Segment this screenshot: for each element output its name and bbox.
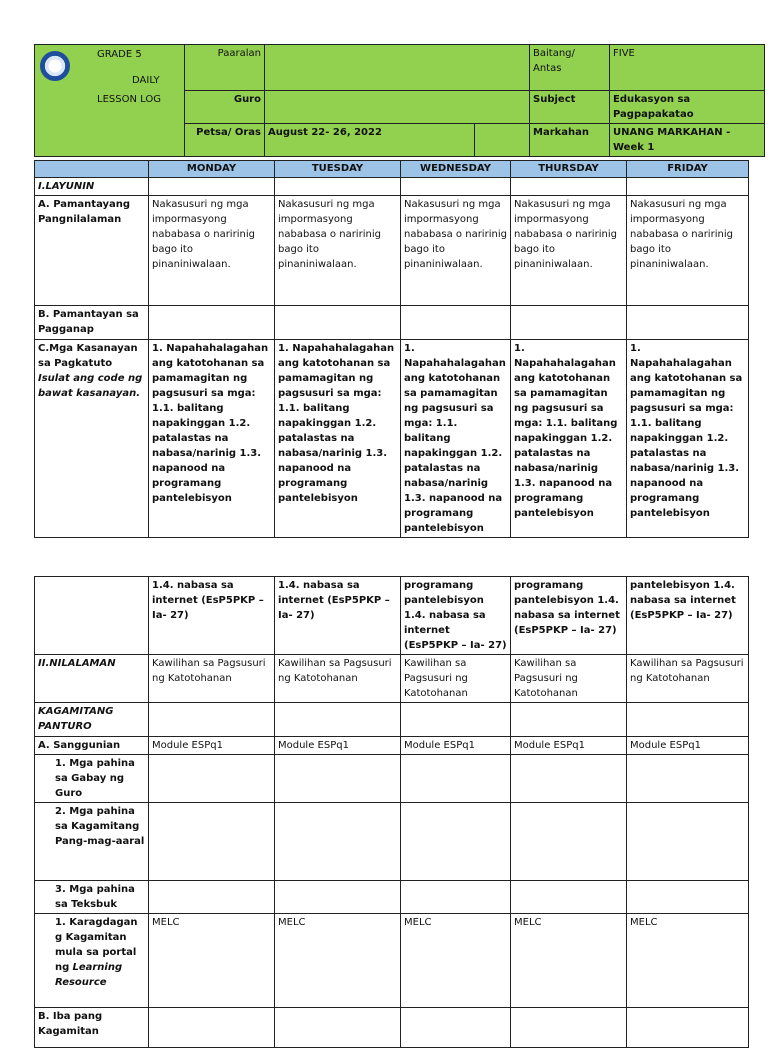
nilalaman-monday: Kawilihan sa Pagsusuri ng Katotohanan bbox=[149, 655, 275, 703]
kasanayan-note: Isulat ang code ng bawat kasanayan. bbox=[38, 373, 143, 399]
empty-cell bbox=[401, 755, 511, 803]
layunin-label: I.LAYUNIN bbox=[35, 178, 149, 196]
iba-pang-kagamitan-label: B. Iba pang Kagamitan bbox=[35, 1008, 149, 1048]
pamantayang-label: A. Pamantayang Pangnilalaman bbox=[35, 196, 149, 306]
empty-cell bbox=[149, 1008, 275, 1048]
empty-cell bbox=[511, 703, 627, 737]
baitang-value: FIVE bbox=[610, 45, 765, 91]
empty-cell bbox=[627, 306, 749, 340]
day-header-monday: MONDAY bbox=[149, 161, 275, 178]
grade-label: GRADE 5 bbox=[97, 49, 142, 60]
empty-cell bbox=[627, 1008, 749, 1048]
karagdagan-wednesday: MELC bbox=[401, 914, 511, 1008]
kasanayan-monday: 1. Napahahalagahan ang katotohanan sa pamamagitan ng pagsusuri sa mga: 1.1. balitang napakinggan 1.2. patalastas na nabasa/narinig 1.3. napanood na programang pantelebisyon bbox=[149, 340, 275, 538]
cont-friday: pantelebisyon 1.4. nabasa sa internet (EsP5PKP – Ia- 27) bbox=[627, 577, 749, 655]
karagdagan-monday: MELC bbox=[149, 914, 275, 1008]
kasanayan-label: C.Mga Kasanayan sa Pagkatuto bbox=[38, 343, 138, 369]
cont-monday: 1.4. nabasa sa internet (EsP5PKP – Ia- 27) bbox=[149, 577, 275, 655]
subject-label: Subject bbox=[530, 91, 610, 124]
empty-cell bbox=[401, 703, 511, 737]
empty-cell bbox=[511, 803, 627, 881]
sanggunian-monday: Module ESPq1 bbox=[149, 737, 275, 755]
sanggunian-thursday: Module ESPq1 bbox=[511, 737, 627, 755]
markahan-value: UNANG MARKAHAN - Week 1 bbox=[610, 124, 765, 157]
nilalaman-thursday: Kawilihan sa Pagsusuri ng Katotohanan bbox=[511, 655, 627, 703]
pamantayang-monday: Nakasusuri ng mga impormasyong nababasa o naririnig bago ito pinaniniwalaan. bbox=[149, 196, 275, 306]
empty-cell bbox=[275, 755, 401, 803]
pamantayang-friday: Nakasusuri ng mga impormasyong nababasa o naririnig bago ito pinaniniwalaan. bbox=[627, 196, 749, 306]
sanggunian-wednesday: Module ESPq1 bbox=[401, 737, 511, 755]
empty-cell bbox=[511, 178, 627, 196]
empty-cell bbox=[149, 703, 275, 737]
empty-cell bbox=[511, 881, 627, 914]
grade-block bbox=[35, 45, 185, 157]
cont-thursday: programang pantelebisyon 1.4. nabasa sa internet (EsP5PKP – Ia- 27) bbox=[511, 577, 627, 655]
empty-cell bbox=[149, 803, 275, 881]
empty-cell bbox=[149, 755, 275, 803]
kasanayan-cell bbox=[35, 340, 149, 538]
empty-cell bbox=[275, 881, 401, 914]
nilalaman-wednesday: Kawilihan sa Pagsusuri ng Katotohanan bbox=[401, 655, 511, 703]
corner-cell bbox=[35, 161, 149, 178]
pamantayan-pagganap-label: B. Pamantayan sa Pagganap bbox=[35, 306, 149, 340]
learning-resource-label: Learning Resource bbox=[55, 962, 123, 988]
header-table bbox=[34, 44, 765, 157]
gabay-guro-label: 1. Mga pahina sa Gabay ng Guro bbox=[35, 755, 149, 803]
baitang-label: Baitang/ Antas bbox=[530, 45, 610, 91]
kasanayan-wednesday: 1. Napahahalagahan ang katotohanan sa pamamagitan ng pagsusuri sa mga: 1.1. balitang napakinggan 1.2. patalastas na nabasa/narinig 1.3. napanood na programang pantelebisyon bbox=[401, 340, 511, 538]
lesson-table-continued bbox=[34, 576, 749, 1048]
karagdagan-label: 1. Karagdagan g Kagamitan mula sa portal ng bbox=[55, 917, 138, 973]
empty-cell bbox=[627, 803, 749, 881]
karagdagan-cell bbox=[35, 914, 149, 1008]
empty-cell bbox=[149, 178, 275, 196]
petsa-label: Petsa/ Oras bbox=[185, 124, 265, 157]
day-header-wednesday: WEDNESDAY bbox=[401, 161, 511, 178]
petsa-extra bbox=[475, 124, 530, 157]
empty-cell bbox=[149, 881, 275, 914]
empty-cell bbox=[275, 306, 401, 340]
day-header-tuesday: TUESDAY bbox=[275, 161, 401, 178]
markahan-label: Markahan bbox=[530, 124, 610, 157]
pamantayang-wednesday: Nakasusuri ng mga impormasyong nababasa o naririnig bago ito pinaniniwalaan. bbox=[401, 196, 511, 306]
daily-label: DAILY bbox=[132, 75, 160, 86]
empty-cell bbox=[627, 703, 749, 737]
empty-cell bbox=[401, 1008, 511, 1048]
day-header-friday: FRIDAY bbox=[627, 161, 749, 178]
cont-tuesday: 1.4. nabasa sa internet (EsP5PKP – Ia- 27) bbox=[275, 577, 401, 655]
teksbuk-label: 3. Mga pahina sa Teksbuk bbox=[35, 881, 149, 914]
empty-cell bbox=[275, 703, 401, 737]
karagdagan-friday: MELC bbox=[627, 914, 749, 1008]
kasanayan-tuesday: 1. Napahahalagahan ang katotohanan sa pamamagitan ng pagsusuri sa mga: 1.1. balitang napakinggan 1.2. patalastas na nabasa/narinig 1.3. napanood na programang pantelebisyon bbox=[275, 340, 401, 538]
kagamitang-mag-aaral-label: 2. Mga pahina sa Kagamitang Pang-mag-aaral bbox=[35, 803, 149, 881]
guro-value bbox=[265, 91, 530, 124]
pamantayang-tuesday: Nakasusuri ng mga impormasyong nababasa o naririnig bago ito pinaniniwalaan. bbox=[275, 196, 401, 306]
pamantayang-thursday: Nakasusuri ng mga impormasyong nababasa o naririnig bago ito pinaniniwalaan. bbox=[511, 196, 627, 306]
deped-seal-icon bbox=[40, 51, 70, 81]
empty-cell bbox=[149, 306, 275, 340]
empty-cell bbox=[275, 1008, 401, 1048]
empty-cell bbox=[627, 881, 749, 914]
empty-cell bbox=[401, 306, 511, 340]
paaralan-label: Paaralan bbox=[185, 45, 265, 91]
nilalaman-label: II.NILALAMAN bbox=[35, 655, 149, 703]
empty-cell bbox=[275, 178, 401, 196]
empty-cell bbox=[275, 803, 401, 881]
empty-cell bbox=[511, 1008, 627, 1048]
paaralan-value bbox=[265, 45, 530, 91]
day-header-thursday: THURSDAY bbox=[511, 161, 627, 178]
karagdagan-thursday: MELC bbox=[511, 914, 627, 1008]
nilalaman-tuesday: Kawilihan sa Pagsusuri ng Katotohanan bbox=[275, 655, 401, 703]
sanggunian-friday: Module ESPq1 bbox=[627, 737, 749, 755]
kasanayan-thursday: 1. Napahahalagahan ang katotohanan sa pamamagitan ng pagsusuri sa mga: 1.1. balitang napakinggan 1.2. patalastas na nabasa/narinig 1.3. napanood na programang pantelebisyon bbox=[511, 340, 627, 538]
empty-cell bbox=[35, 577, 149, 655]
petsa-value: August 22- 26, 2022 bbox=[265, 124, 475, 157]
subject-value: Edukasyon sa Pagpapakatao bbox=[610, 91, 765, 124]
karagdagan-tuesday: MELC bbox=[275, 914, 401, 1008]
kasanayan-friday: 1. Napahahalagahan ang katotohanan sa pamamagitan ng pagsusuri sa mga: 1.1. balitang napakinggan 1.2. patalastas na nabasa/narinig 1.3. napanood na programang pantelebisyon bbox=[627, 340, 749, 538]
kagamitang-panturo-label: KAGAMITANG PANTURO bbox=[35, 703, 149, 737]
empty-cell bbox=[511, 306, 627, 340]
empty-cell bbox=[627, 178, 749, 196]
lesson-log-label: LESSON LOG bbox=[97, 94, 161, 105]
sanggunian-label: A. Sanggunian bbox=[35, 737, 149, 755]
cont-wednesday: programang pantelebisyon 1.4. nabasa sa internet (EsP5PKP – Ia- 27) bbox=[401, 577, 511, 655]
empty-cell bbox=[627, 755, 749, 803]
guro-label: Guro bbox=[185, 91, 265, 124]
empty-cell bbox=[401, 881, 511, 914]
sanggunian-tuesday: Module ESPq1 bbox=[275, 737, 401, 755]
nilalaman-friday: Kawilihan sa Pagsusuri ng Katotohanan bbox=[627, 655, 749, 703]
empty-cell bbox=[511, 755, 627, 803]
empty-cell bbox=[401, 803, 511, 881]
empty-cell bbox=[401, 178, 511, 196]
lesson-table bbox=[34, 160, 749, 538]
